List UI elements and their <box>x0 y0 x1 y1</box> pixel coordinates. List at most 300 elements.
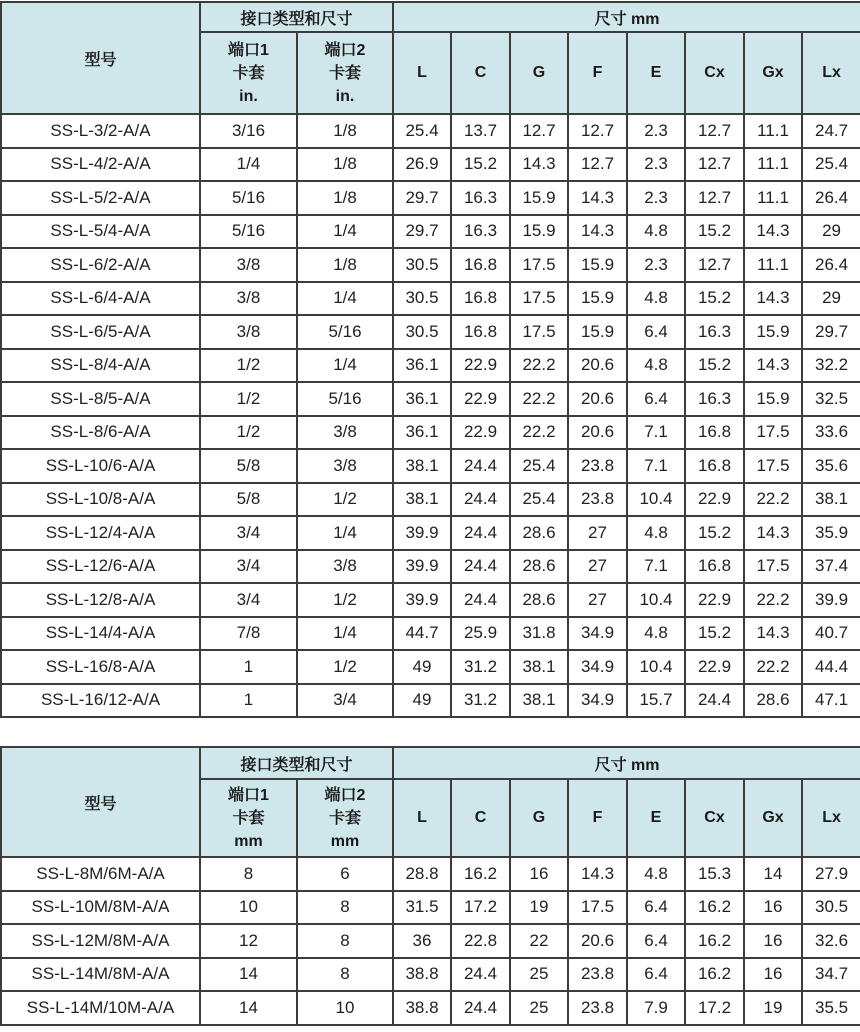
l-cell: 38.1 <box>393 483 451 517</box>
port2-cell: 1/4 <box>297 349 393 383</box>
e-cell: 7.1 <box>627 449 685 483</box>
port1-header <box>200 779 297 857</box>
port2-cell: 1/8 <box>297 148 393 182</box>
f-cell: 23.8 <box>568 991 627 1025</box>
lx-cell: 35.5 <box>802 991 860 1025</box>
lx-cell: 27.9 <box>802 857 860 891</box>
lx-cell: 44.4 <box>802 650 860 684</box>
g-cell: 17.5 <box>510 282 568 316</box>
gx-cell: 22.2 <box>744 483 802 517</box>
c-cell: 17.2 <box>451 891 510 925</box>
port2-cell: 1/8 <box>297 114 393 148</box>
port2-cell: 1/4 <box>297 516 393 550</box>
c-cell: 24.4 <box>451 449 510 483</box>
c-cell: 22.9 <box>451 382 510 416</box>
cx-cell: 15.2 <box>685 516 744 550</box>
l-cell: 26.9 <box>393 148 451 182</box>
port2-cell: 3/8 <box>297 550 393 584</box>
table-row <box>1 958 860 992</box>
l-cell: 36.1 <box>393 416 451 450</box>
cx-cell: 15.2 <box>685 617 744 651</box>
model-cell: SS-L-12/6-A/A <box>1 550 200 584</box>
gx-cell: 22.2 <box>744 583 802 617</box>
g-cell: 15.9 <box>510 215 568 249</box>
f-cell: 15.9 <box>568 282 627 316</box>
g-cell: 15.9 <box>510 181 568 215</box>
lx-cell: 37.4 <box>802 550 860 584</box>
table-row <box>1 315 860 349</box>
f-cell: 14.3 <box>568 857 627 891</box>
table-row <box>1 650 860 684</box>
c-cell: 22.9 <box>451 416 510 450</box>
port1-cell: 5/16 <box>200 215 297 249</box>
lx-cell: 29 <box>802 282 860 316</box>
table-row <box>1 449 860 483</box>
l-cell: 36.1 <box>393 349 451 383</box>
l-cell: 39.9 <box>393 583 451 617</box>
model-cell: SS-L-8/6-A/A <box>1 416 200 450</box>
port1-cell: 8 <box>200 857 297 891</box>
metric-spec-table <box>0 746 860 1026</box>
gx-cell: 14.3 <box>744 349 802 383</box>
port1-cell: 7/8 <box>200 617 297 651</box>
e-cell: 10.4 <box>627 650 685 684</box>
port2-header-line: 端口2 <box>324 786 366 804</box>
port1-cell: 3/8 <box>200 282 297 316</box>
port2-cell: 8 <box>297 891 393 925</box>
port1-cell: 1/4 <box>200 148 297 182</box>
port2-cell: 1/4 <box>297 617 393 651</box>
metric-table-body <box>1 857 860 1025</box>
table-row <box>1 991 860 1025</box>
g-cell: 25.4 <box>510 483 568 517</box>
f-cell: 15.9 <box>568 315 627 349</box>
cx-cell: 15.2 <box>685 349 744 383</box>
table-row <box>1 891 860 925</box>
e-cell: 10.4 <box>627 583 685 617</box>
l-cell: 38.8 <box>393 991 451 1025</box>
gx-cell: 11.1 <box>744 114 802 148</box>
gx-cell: 16 <box>744 891 802 925</box>
gx-cell: 11.1 <box>744 148 802 182</box>
g-cell: 28.6 <box>510 550 568 584</box>
f-cell: 23.8 <box>568 958 627 992</box>
f-cell: 23.8 <box>568 483 627 517</box>
port2-cell: 5/16 <box>297 315 393 349</box>
cx-cell: 16.3 <box>685 315 744 349</box>
port1-cell: 3/8 <box>200 315 297 349</box>
port2-cell: 1/8 <box>297 248 393 282</box>
cx-cell: 16.2 <box>685 958 744 992</box>
cx-cell: 12.7 <box>685 248 744 282</box>
table-row <box>1 857 860 891</box>
lx-cell: 32.2 <box>802 349 860 383</box>
model-cell: SS-L-8/5-A/A <box>1 382 200 416</box>
dim-header-c: C <box>451 779 510 857</box>
lx-cell: 29 <box>802 215 860 249</box>
model-cell: SS-L-8M/6M-A/A <box>1 857 200 891</box>
f-cell: 27 <box>568 550 627 584</box>
c-cell: 31.2 <box>451 684 510 718</box>
dim-header-g: G <box>510 32 568 114</box>
lx-cell: 34.7 <box>802 958 860 992</box>
table-row <box>1 148 860 182</box>
cx-cell: 22.9 <box>685 583 744 617</box>
model-cell: SS-L-10/6-A/A <box>1 449 200 483</box>
l-cell: 38.1 <box>393 449 451 483</box>
l-cell: 39.9 <box>393 550 451 584</box>
gx-cell: 15.9 <box>744 382 802 416</box>
table-row <box>1 248 860 282</box>
port1-cell: 12 <box>200 924 297 958</box>
e-cell: 7.1 <box>627 416 685 450</box>
l-cell: 36 <box>393 924 451 958</box>
gx-cell: 19 <box>744 991 802 1025</box>
dim-header-e: E <box>627 32 685 114</box>
l-cell: 39.9 <box>393 516 451 550</box>
inch-spec-table <box>0 1 860 718</box>
model-cell: SS-L-6/4-A/A <box>1 282 200 316</box>
f-cell: 20.6 <box>568 382 627 416</box>
dim-header-cx: Cx <box>685 779 744 857</box>
f-cell: 34.9 <box>568 617 627 651</box>
e-cell: 4.8 <box>627 857 685 891</box>
port2-header <box>297 779 393 857</box>
lx-cell: 30.5 <box>802 891 860 925</box>
lx-cell: 47.1 <box>802 684 860 718</box>
g-cell: 16 <box>510 857 568 891</box>
cx-cell: 12.7 <box>685 114 744 148</box>
port2-cell: 5/16 <box>297 382 393 416</box>
port2-cell: 3/4 <box>297 684 393 718</box>
f-cell: 20.6 <box>568 349 627 383</box>
gx-cell: 28.6 <box>744 684 802 718</box>
cx-cell: 16.2 <box>685 891 744 925</box>
g-cell: 38.1 <box>510 650 568 684</box>
table-row <box>1 516 860 550</box>
table-row <box>1 550 860 584</box>
e-cell: 6.4 <box>627 315 685 349</box>
port1-header-line: 端口1 <box>228 786 269 804</box>
port1-cell: 3/4 <box>200 583 297 617</box>
gx-cell: 14.3 <box>744 617 802 651</box>
dim-header-lx: Lx <box>802 779 860 857</box>
cx-cell: 15.2 <box>685 215 744 249</box>
e-cell: 7.9 <box>627 991 685 1025</box>
port1-cell: 3/4 <box>200 516 297 550</box>
port2-header-line: mm <box>330 832 360 850</box>
dim-header-e: E <box>627 779 685 857</box>
port1-cell: 14 <box>200 958 297 992</box>
table-row <box>1 617 860 651</box>
g-cell: 22 <box>510 924 568 958</box>
cx-cell: 17.2 <box>685 991 744 1025</box>
c-cell: 24.4 <box>451 516 510 550</box>
model-cell: SS-L-16/12-A/A <box>1 684 200 718</box>
f-cell: 34.9 <box>568 650 627 684</box>
e-cell: 4.8 <box>627 516 685 550</box>
dim-header-gx: Gx <box>744 32 802 114</box>
l-cell: 30.5 <box>393 248 451 282</box>
port1-cell: 5/16 <box>200 181 297 215</box>
dim-header-l: L <box>393 779 451 857</box>
table-row <box>1 583 860 617</box>
port2-cell: 8 <box>297 924 393 958</box>
e-cell: 2.3 <box>627 114 685 148</box>
port1-cell: 5/8 <box>200 483 297 517</box>
table-row <box>1 924 860 958</box>
lx-cell: 38.1 <box>802 483 860 517</box>
l-cell: 25.4 <box>393 114 451 148</box>
model-cell: SS-L-6/2-A/A <box>1 248 200 282</box>
port1-header-line: mm <box>234 832 263 850</box>
port1-cell: 1/2 <box>200 349 297 383</box>
g-cell: 38.1 <box>510 684 568 718</box>
gx-cell: 14 <box>744 857 802 891</box>
port-group-header: 接口类型和尺寸 <box>200 747 393 779</box>
f-cell: 27 <box>568 583 627 617</box>
e-cell: 6.4 <box>627 382 685 416</box>
lx-cell: 35.6 <box>802 449 860 483</box>
f-cell: 15.9 <box>568 248 627 282</box>
f-cell: 34.9 <box>568 684 627 718</box>
g-cell: 22.2 <box>510 416 568 450</box>
lx-cell: 26.4 <box>802 248 860 282</box>
e-cell: 2.3 <box>627 181 685 215</box>
gx-cell: 17.5 <box>744 550 802 584</box>
port2-cell: 3/8 <box>297 449 393 483</box>
table-row <box>1 416 860 450</box>
size-group-header: 尺寸 mm <box>393 2 860 32</box>
g-cell: 31.8 <box>510 617 568 651</box>
port1-cell: 3/8 <box>200 248 297 282</box>
port1-header-line: 端口1 <box>228 41 269 59</box>
port1-header-line: 卡套 <box>232 64 265 82</box>
l-cell: 44.7 <box>393 617 451 651</box>
e-cell: 4.8 <box>627 215 685 249</box>
gx-cell: 14.3 <box>744 282 802 316</box>
gx-cell: 22.2 <box>744 650 802 684</box>
port1-cell: 1 <box>200 650 297 684</box>
gx-cell: 11.1 <box>744 248 802 282</box>
model-cell: SS-L-12/4-A/A <box>1 516 200 550</box>
port1-cell: 5/8 <box>200 449 297 483</box>
model-cell: SS-L-6/5-A/A <box>1 315 200 349</box>
c-cell: 31.2 <box>451 650 510 684</box>
c-cell: 16.3 <box>451 215 510 249</box>
lx-cell: 39.9 <box>802 583 860 617</box>
f-cell: 20.6 <box>568 416 627 450</box>
model-cell: SS-L-4/2-A/A <box>1 148 200 182</box>
cx-cell: 16.3 <box>685 382 744 416</box>
cx-cell: 24.4 <box>685 684 744 718</box>
cx-cell: 15.3 <box>685 857 744 891</box>
c-cell: 22.8 <box>451 924 510 958</box>
port2-header-line: 卡套 <box>329 64 362 82</box>
e-cell: 4.8 <box>627 617 685 651</box>
port2-cell: 1/4 <box>297 215 393 249</box>
lx-cell: 29.7 <box>802 315 860 349</box>
l-cell: 30.5 <box>393 282 451 316</box>
c-cell: 24.4 <box>451 550 510 584</box>
model-header: 型号 <box>1 747 200 857</box>
f-cell: 17.5 <box>568 891 627 925</box>
gx-cell: 16 <box>744 958 802 992</box>
e-cell: 4.8 <box>627 349 685 383</box>
table-row <box>1 282 860 316</box>
g-cell: 25.4 <box>510 449 568 483</box>
size-group-header: 尺寸 mm <box>393 747 860 779</box>
port2-header-line: 端口2 <box>324 41 366 59</box>
cx-cell: 16.8 <box>685 449 744 483</box>
port2-header-line: 卡套 <box>329 809 362 827</box>
port1-header-line: 卡套 <box>232 809 265 827</box>
model-cell: SS-L-10/8-A/A <box>1 483 200 517</box>
lx-cell: 25.4 <box>802 148 860 182</box>
port1-header-line: in. <box>239 87 258 105</box>
dim-header-cx: Cx <box>685 32 744 114</box>
l-cell: 30.5 <box>393 315 451 349</box>
dim-header-c: C <box>451 32 510 114</box>
lx-cell: 26.4 <box>802 181 860 215</box>
e-cell: 6.4 <box>627 958 685 992</box>
cx-cell: 12.7 <box>685 181 744 215</box>
model-cell: SS-L-3/2-A/A <box>1 114 200 148</box>
port1-cell: 10 <box>200 891 297 925</box>
c-cell: 16.2 <box>451 857 510 891</box>
inch-table-body <box>1 114 860 717</box>
table-row <box>1 215 860 249</box>
f-cell: 20.6 <box>568 924 627 958</box>
g-cell: 25 <box>510 958 568 992</box>
model-cell: SS-L-12/8-A/A <box>1 583 200 617</box>
l-cell: 49 <box>393 650 451 684</box>
f-cell: 14.3 <box>568 215 627 249</box>
port1-cell: 1 <box>200 684 297 718</box>
gx-cell: 16 <box>744 924 802 958</box>
l-cell: 31.5 <box>393 891 451 925</box>
gx-cell: 14.3 <box>744 215 802 249</box>
table-row <box>1 349 860 383</box>
table-row <box>1 684 860 718</box>
f-cell: 14.3 <box>568 181 627 215</box>
l-cell: 36.1 <box>393 382 451 416</box>
f-cell: 12.7 <box>568 114 627 148</box>
port2-cell: 8 <box>297 958 393 992</box>
port1-cell: 1/2 <box>200 416 297 450</box>
l-cell: 38.8 <box>393 958 451 992</box>
model-header: 型号 <box>1 2 200 114</box>
c-cell: 22.9 <box>451 349 510 383</box>
port1-cell: 3/16 <box>200 114 297 148</box>
e-cell: 2.3 <box>627 148 685 182</box>
model-cell: SS-L-8/4-A/A <box>1 349 200 383</box>
gx-cell: 15.9 <box>744 315 802 349</box>
dim-header-f: F <box>568 779 627 857</box>
gx-cell: 17.5 <box>744 449 802 483</box>
dim-header-gx: Gx <box>744 779 802 857</box>
c-cell: 25.9 <box>451 617 510 651</box>
e-cell: 2.3 <box>627 248 685 282</box>
table-row <box>1 382 860 416</box>
port2-cell: 10 <box>297 991 393 1025</box>
dim-header-l: L <box>393 32 451 114</box>
port1-cell: 14 <box>200 991 297 1025</box>
g-cell: 28.6 <box>510 583 568 617</box>
model-cell: SS-L-14/4-A/A <box>1 617 200 651</box>
gx-cell: 17.5 <box>744 416 802 450</box>
f-cell: 12.7 <box>568 148 627 182</box>
table-row <box>1 483 860 517</box>
lx-cell: 32.6 <box>802 924 860 958</box>
port2-cell: 1/2 <box>297 650 393 684</box>
g-cell: 14.3 <box>510 148 568 182</box>
dim-header-lx: Lx <box>802 32 860 114</box>
port2-header-line: in. <box>335 87 355 105</box>
model-cell: SS-L-12M/8M-A/A <box>1 924 200 958</box>
g-cell: 19 <box>510 891 568 925</box>
l-cell: 49 <box>393 684 451 718</box>
l-cell: 29.7 <box>393 215 451 249</box>
model-cell: SS-L-14M/10M-A/A <box>1 991 200 1025</box>
lx-cell: 32.5 <box>802 382 860 416</box>
gx-cell: 14.3 <box>744 516 802 550</box>
lx-cell: 40.7 <box>802 617 860 651</box>
dim-header-f: F <box>568 32 627 114</box>
c-cell: 24.4 <box>451 991 510 1025</box>
cx-cell: 22.9 <box>685 650 744 684</box>
e-cell: 6.4 <box>627 924 685 958</box>
g-cell: 17.5 <box>510 315 568 349</box>
port-group-header: 接口类型和尺寸 <box>200 2 393 32</box>
c-cell: 24.4 <box>451 958 510 992</box>
c-cell: 15.2 <box>451 148 510 182</box>
model-cell: SS-L-5/4-A/A <box>1 215 200 249</box>
c-cell: 16.8 <box>451 282 510 316</box>
c-cell: 16.8 <box>451 315 510 349</box>
lx-cell: 33.6 <box>802 416 860 450</box>
port2-cell: 6 <box>297 857 393 891</box>
e-cell: 7.1 <box>627 550 685 584</box>
c-cell: 16.8 <box>451 248 510 282</box>
cx-cell: 16.8 <box>685 550 744 584</box>
port2-cell: 1/4 <box>297 282 393 316</box>
f-cell: 23.8 <box>568 449 627 483</box>
l-cell: 29.7 <box>393 181 451 215</box>
cx-cell: 15.2 <box>685 282 744 316</box>
port2-header <box>297 32 393 114</box>
port1-header <box>200 32 297 114</box>
l-cell: 28.8 <box>393 857 451 891</box>
g-cell: 22.2 <box>510 382 568 416</box>
port2-cell: 3/8 <box>297 416 393 450</box>
c-cell: 13.7 <box>451 114 510 148</box>
g-cell: 28.6 <box>510 516 568 550</box>
cx-cell: 16.2 <box>685 924 744 958</box>
e-cell: 6.4 <box>627 891 685 925</box>
model-cell: SS-L-5/2-A/A <box>1 181 200 215</box>
port2-cell: 1/8 <box>297 181 393 215</box>
f-cell: 27 <box>568 516 627 550</box>
lx-cell: 24.7 <box>802 114 860 148</box>
port1-cell: 3/4 <box>200 550 297 584</box>
e-cell: 15.7 <box>627 684 685 718</box>
port1-cell: 1/2 <box>200 382 297 416</box>
port2-cell: 1/2 <box>297 483 393 517</box>
table-row <box>1 181 860 215</box>
g-cell: 22.2 <box>510 349 568 383</box>
model-cell: SS-L-10M/8M-A/A <box>1 891 200 925</box>
